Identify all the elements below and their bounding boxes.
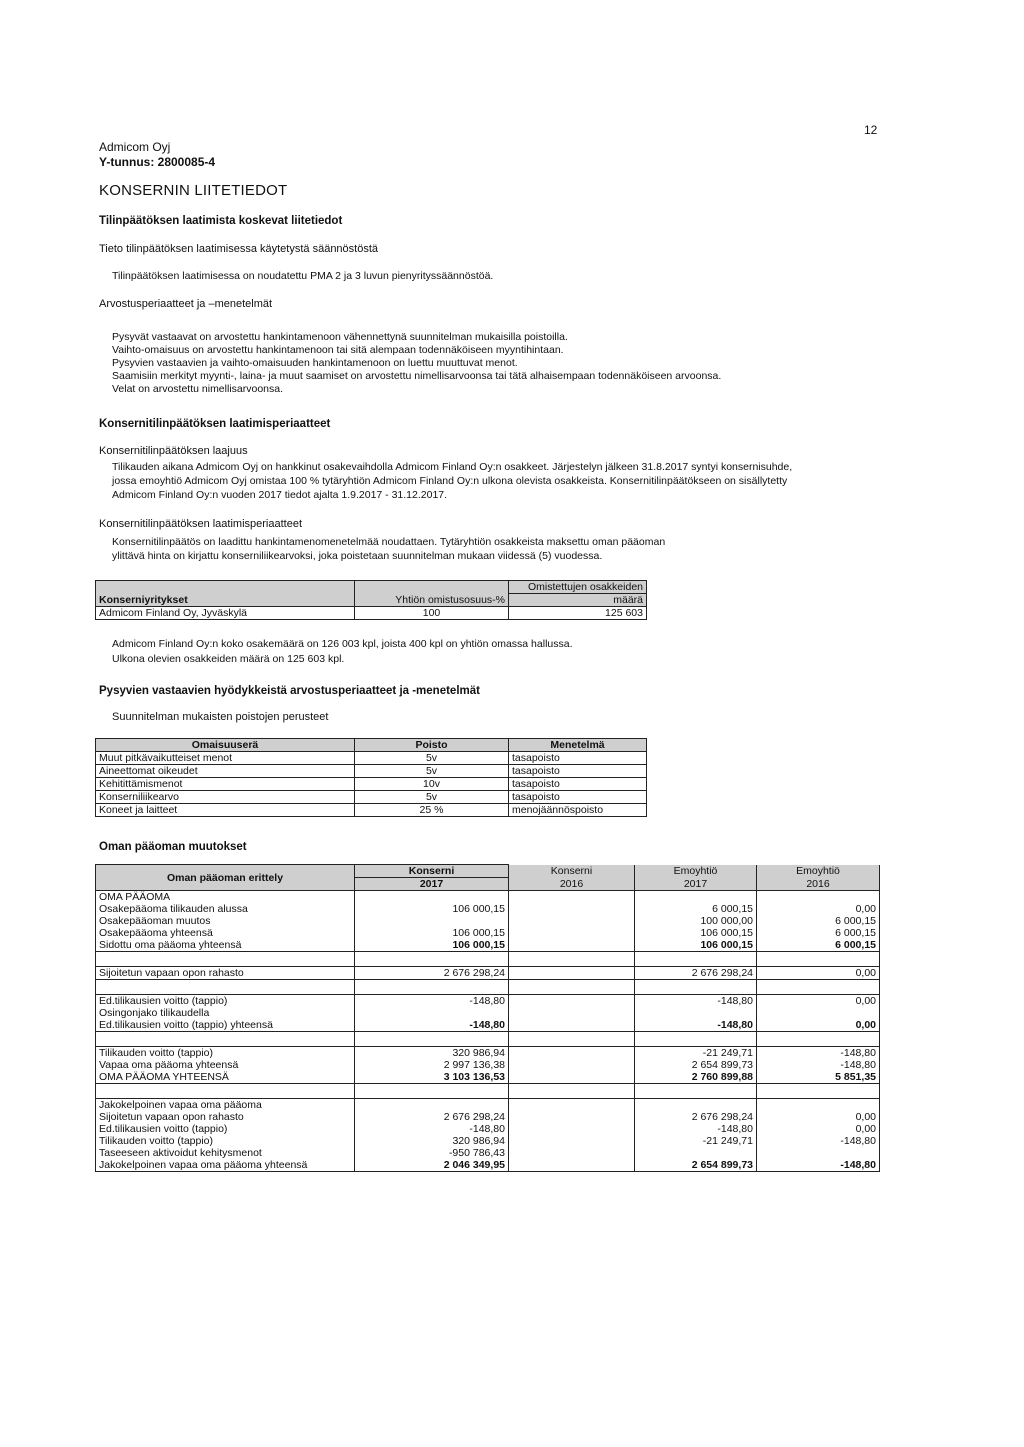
header-ownership: Yhtiön omistusosuus-% — [355, 581, 509, 607]
cell-value: 6 000,15 — [635, 903, 757, 915]
cell-method: tasapoisto — [509, 765, 647, 778]
scope-line: jossa emoyhtiö Admicom Oyj omistaa 100 % tytäryhtiön Admicom Finland Oy:n ulkona olevista osakkeista. Konsernitilinpäätökseen on sisällytetty — [112, 475, 788, 487]
cell-asset: Aineettomat oikeudet — [96, 765, 355, 778]
header-asset: Omaisuuserä — [96, 739, 355, 752]
cell-label: Ed.tilikausien voitto (tappio) yhteensä — [96, 1019, 355, 1032]
header-parent-2017-year: 2017 — [635, 878, 757, 891]
cell-asset: Koneet ja laitteet — [96, 804, 355, 817]
header-group-2017-year: 2017 — [355, 878, 509, 891]
business-id: Y-tunnus: 2800085-4 — [99, 155, 216, 169]
table-row — [96, 1032, 880, 1047]
cell-value — [355, 1099, 509, 1112]
cell-label: OMA PÄÄOMA — [96, 891, 355, 904]
cell-value — [509, 939, 635, 952]
cell-value — [509, 1071, 635, 1084]
cell-value: 0,00 — [757, 1019, 880, 1032]
subheading-valuation: Arvostusperiaatteet ja –menetelmät — [99, 298, 273, 310]
cell-value — [509, 903, 635, 915]
cell-value: 3 103 136,53 — [355, 1071, 509, 1084]
cell-label: Jakokelpoinen vapaa oma pääoma — [96, 1099, 355, 1112]
cell-value — [509, 1059, 635, 1071]
cell-shares: 125 603 — [509, 607, 647, 620]
table-row — [96, 927, 880, 939]
table-row — [96, 1007, 880, 1019]
valuation-line: Vaihto-omaisuus on arvostettu hankintamenoon tai sitä alempaan todennäköiseen myyntihintaan. — [112, 344, 564, 356]
section-heading-equity: Oman pääoman muutokset — [99, 841, 247, 853]
table-row — [96, 1071, 880, 1084]
cell-value — [635, 1099, 757, 1112]
cell-label: Osakepääoman muutos — [96, 915, 355, 927]
table-row — [96, 1123, 880, 1135]
cell-value: 2 760 899,88 — [635, 1071, 757, 1084]
cell-label: Jakokelpoinen vapaa oma pääoma yhteensä — [96, 1159, 355, 1172]
rules-text: Tilinpäätöksen laatimisessa on noudatettu PMA 2 ja 3 luvun pienyrityssäännöstöä. — [112, 270, 494, 282]
cell-depreciation: 5v — [355, 791, 509, 804]
table-row — [96, 1084, 880, 1099]
cell-value: 6 000,15 — [757, 927, 880, 939]
table-row — [96, 791, 647, 804]
valuation-line: Pysyvien vastaavien ja vaihto-omaisuuden hankintamenoon on luettu muuttuvat menot. — [112, 357, 518, 369]
cell-value — [757, 1084, 880, 1099]
table-row — [96, 1147, 880, 1159]
header-group-2017-label: Konserni — [355, 865, 509, 878]
cell-value — [355, 952, 509, 967]
cell-value: -148,80 — [757, 1135, 880, 1147]
header-shares-owned: Omistettujen osakkeiden — [509, 581, 647, 594]
cell-label — [96, 1032, 355, 1047]
cell-value — [635, 1084, 757, 1099]
cell-value — [355, 891, 509, 904]
table-row — [96, 1019, 880, 1032]
cell-value: -148,80 — [355, 1019, 509, 1032]
section-heading-principles: Tilinpäätöksen laatimista koskevat liitetiedot — [99, 215, 343, 227]
valuation-line: Saamisiin merkityt myynti-, laina- ja muut saamiset on arvostettu nimellisarvoonsa tai tätä alhaisempaan todennäköiseen arvoonsa. — [112, 370, 722, 382]
cell-value — [355, 1007, 509, 1019]
cell-value — [635, 980, 757, 995]
cell-value — [635, 952, 757, 967]
table-row — [96, 1111, 880, 1123]
cell-value — [509, 967, 635, 980]
cell-label: Osakepääoma yhteensä — [96, 927, 355, 939]
cell-value — [509, 1135, 635, 1147]
cell-value: 2 676 298,24 — [635, 967, 757, 980]
cell-value: -148,80 — [355, 995, 509, 1008]
cell-value: 106 000,15 — [355, 927, 509, 939]
cell-value — [509, 980, 635, 995]
table-row — [96, 1159, 880, 1172]
depreciation-table — [95, 738, 647, 817]
cell-label: Taseeseen aktivoidut kehitysmenot — [96, 1147, 355, 1159]
cell-value: 2 676 298,24 — [355, 1111, 509, 1123]
cell-value: 5 851,35 — [757, 1071, 880, 1084]
cell-depreciation: 25 % — [355, 804, 509, 817]
scope-line: Tilikauden aikana Admicom Oyj on hankkinut osakevaihdolla Admicom Finland Oy:n osakkeet. Järjestelyn jälkeen 31.8.2017 syntyi konsernisuhde, — [112, 461, 793, 473]
cell-value: 2 676 298,24 — [355, 967, 509, 980]
cell-label: Sidottu oma pääoma yhteensä — [96, 939, 355, 952]
cell-value — [635, 891, 757, 904]
cell-method: menojäännöspoisto — [509, 804, 647, 817]
cell-value: -950 786,43 — [355, 1147, 509, 1159]
cell-company: Admicom Finland Oy, Jyväskylä — [96, 607, 355, 620]
cell-value — [635, 1032, 757, 1047]
header-group-2016-label: Konserni — [509, 865, 635, 878]
table-row — [96, 778, 647, 791]
table-row — [96, 980, 880, 995]
cell-value — [509, 1047, 635, 1060]
cell-value: -148,80 — [635, 1019, 757, 1032]
cell-value — [355, 1084, 509, 1099]
subheading-rules: Tieto tilinpäätöksen laatimisessa käytetystä säännöstöstä — [99, 243, 379, 255]
cell-value: 0,00 — [757, 1123, 880, 1135]
cell-label: Vapaa oma pääoma yhteensä — [96, 1059, 355, 1071]
table-row — [96, 995, 880, 1008]
cell-value: 320 986,94 — [355, 1047, 509, 1060]
table-row — [96, 903, 880, 915]
cell-value — [509, 1007, 635, 1019]
cell-value — [509, 927, 635, 939]
cell-value: 6 000,15 — [757, 939, 880, 952]
subheading-consolidation-principles: Konsernitilinpäätöksen laatimisperiaatteet — [99, 518, 303, 530]
company-name: Admicom Oyj — [99, 140, 171, 154]
cell-value: 2 676 298,24 — [635, 1111, 757, 1123]
cell-value: 0,00 — [757, 1111, 880, 1123]
cell-method: tasapoisto — [509, 791, 647, 804]
cell-label: Osingonjako tilikaudella — [96, 1007, 355, 1019]
table-row — [96, 967, 880, 980]
table-row — [96, 752, 647, 765]
table-row — [96, 1059, 880, 1071]
cell-method: tasapoisto — [509, 752, 647, 765]
cell-value — [509, 915, 635, 927]
cell-label: Osakepääoma tilikauden alussa — [96, 903, 355, 915]
cell-value — [635, 1007, 757, 1019]
cell-value: 0,00 — [757, 995, 880, 1008]
cell-value: 2 654 899,73 — [635, 1159, 757, 1172]
cell-label: Tilikauden voitto (tappio) — [96, 1135, 355, 1147]
header-parent-2016-year: 2016 — [757, 878, 880, 891]
cell-value: -148,80 — [757, 1047, 880, 1060]
cell-value: 2 997 136,38 — [355, 1059, 509, 1071]
cell-label: Ed.tilikausien voitto (tappio) — [96, 1123, 355, 1135]
table-row — [96, 939, 880, 952]
cell-value — [355, 1032, 509, 1047]
cell-value — [509, 1032, 635, 1047]
cell-value: 320 986,94 — [355, 1135, 509, 1147]
cell-depreciation: 5v — [355, 765, 509, 778]
cell-value: 2 654 899,73 — [635, 1059, 757, 1071]
cell-value: 106 000,15 — [355, 939, 509, 952]
header-method: Menetelmä — [509, 739, 647, 752]
table-row — [96, 765, 647, 778]
header-parent-2017-label: Emoyhtiö — [635, 865, 757, 878]
subheading-scope: Konsernitilinpäätöksen laajuus — [99, 445, 248, 457]
cell-depreciation: 10v — [355, 778, 509, 791]
section-heading-fixed-assets: Pysyvien vastaavien hyödykkeistä arvostusperiaatteet ja -menetelmät — [99, 685, 480, 697]
cell-value — [355, 980, 509, 995]
scope-line: Admicom Finland Oy:n vuoden 2017 tiedot ajalta 1.9.2017 - 31.12.2017. — [112, 489, 448, 501]
cell-value — [757, 1147, 880, 1159]
cell-value — [509, 891, 635, 904]
cell-value: 0,00 — [757, 967, 880, 980]
cell-value — [355, 915, 509, 927]
shares-line: Admicom Finland Oy:n koko osakemäärä on 126 003 kpl, joista 400 kpl on yhtiön omassa hallussa. — [112, 638, 573, 650]
section-heading-consolidation: Konsernitilinpäätöksen laatimisperiaatteet — [99, 418, 331, 430]
table-row — [96, 915, 880, 927]
cell-label: Ed.tilikausien voitto (tappio) — [96, 995, 355, 1008]
header-group-companies: Konserniyritykset — [96, 581, 355, 607]
cell-value — [757, 1032, 880, 1047]
cell-value: 106 000,15 — [355, 903, 509, 915]
cell-value — [757, 1007, 880, 1019]
cell-label: Sijoitetun vapaan opon rahasto — [96, 1111, 355, 1123]
table-row — [96, 1135, 880, 1147]
cell-value: 106 000,15 — [635, 939, 757, 952]
page-title: KONSERNIN LIITETIEDOT — [99, 182, 288, 199]
cell-label: OMA PÄÄOMA YHTEENSÄ — [96, 1071, 355, 1084]
table-row — [96, 952, 880, 967]
cell-label — [96, 980, 355, 995]
cell-value: -148,80 — [757, 1059, 880, 1071]
cell-value — [509, 1084, 635, 1099]
cell-label — [96, 1084, 355, 1099]
header-equity-breakdown: Oman pääoman erittely — [96, 865, 355, 891]
cell-value: -21 249,71 — [635, 1135, 757, 1147]
header-parent-2016-label: Emoyhtiö — [757, 865, 880, 878]
cell-label — [96, 952, 355, 967]
group-companies-table — [95, 580, 647, 620]
cell-value: 106 000,15 — [635, 927, 757, 939]
principles-line: Konsernitilinpäätös on laadittu hankintamenomenetelmää noudattaen. Tytäryhtiön osakkeista maksettu oman pääoman — [112, 536, 666, 548]
table-row — [96, 607, 647, 620]
cell-value — [757, 952, 880, 967]
equity-table — [95, 864, 880, 1172]
page-number: 12 — [864, 123, 878, 137]
cell-value — [509, 995, 635, 1008]
cell-ownership: 100 — [355, 607, 509, 620]
cell-value — [757, 891, 880, 904]
cell-value — [509, 1123, 635, 1135]
valuation-line: Velat on arvostettu nimellisarvoonsa. — [112, 383, 284, 395]
cell-value: 0,00 — [757, 903, 880, 915]
cell-value: -148,80 — [635, 1123, 757, 1135]
cell-label: Tilikauden voitto (tappio) — [96, 1047, 355, 1060]
header-group-2016-year: 2016 — [509, 878, 635, 891]
table-row — [96, 891, 880, 904]
header-depreciation: Poisto — [355, 739, 509, 752]
cell-value: 2 046 349,95 — [355, 1159, 509, 1172]
cell-value — [635, 1147, 757, 1159]
table-row — [96, 1099, 880, 1112]
cell-value — [509, 1111, 635, 1123]
cell-value — [509, 1019, 635, 1032]
cell-label: Sijoitetun vapaan opon rahasto — [96, 967, 355, 980]
table-row — [96, 804, 647, 817]
cell-value: -148,80 — [635, 995, 757, 1008]
cell-asset: Muut pitkävaikutteiset menot — [96, 752, 355, 765]
valuation-line: Pysyvät vastaavat on arvostettu hankintamenoon vähennettynä suunnitelman mukaisilla poistoilla. — [112, 331, 568, 343]
cell-asset: Kehitittämismenot — [96, 778, 355, 791]
shares-line: Ulkona olevien osakkeiden määrä on 125 603 kpl. — [112, 653, 345, 665]
cell-depreciation: 5v — [355, 752, 509, 765]
cell-value: -148,80 — [757, 1159, 880, 1172]
cell-method: tasapoisto — [509, 778, 647, 791]
cell-value — [509, 1147, 635, 1159]
header-shares-count: määrä — [509, 594, 647, 607]
cell-value — [757, 1099, 880, 1112]
cell-value — [509, 1159, 635, 1172]
subheading-depreciation: Suunnitelman mukaisten poistojen perusteet — [112, 711, 329, 723]
cell-value: -21 249,71 — [635, 1047, 757, 1060]
table-row — [96, 1047, 880, 1060]
cell-asset: Konserniliikearvo — [96, 791, 355, 804]
principles-line: ylittävä hinta on kirjattu konserniliikearvoksi, joka poistetaan suunnitelman mukaan viidessä (5) vuodessa. — [112, 550, 603, 562]
cell-value: 6 000,15 — [757, 915, 880, 927]
cell-value: -148,80 — [355, 1123, 509, 1135]
cell-value — [509, 1099, 635, 1112]
cell-value: 100 000,00 — [635, 915, 757, 927]
cell-value — [509, 952, 635, 967]
cell-value — [757, 980, 880, 995]
